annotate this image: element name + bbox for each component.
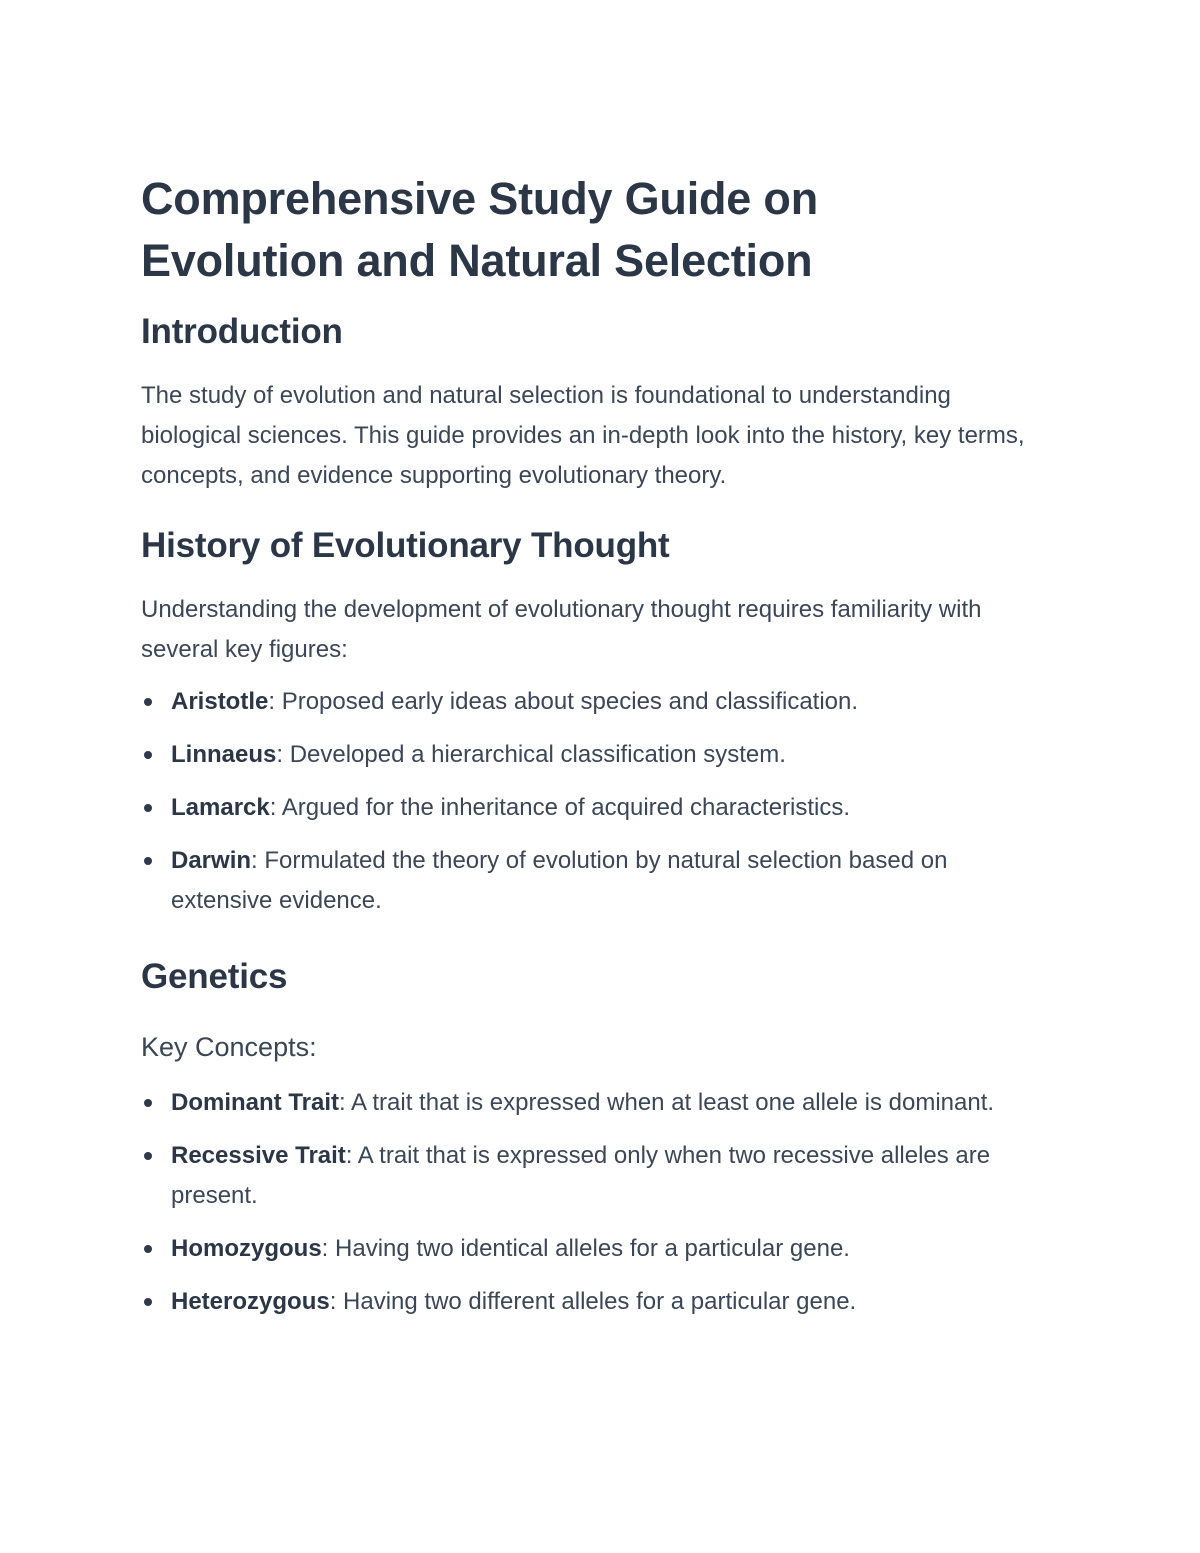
list-item-term: Dominant Trait	[171, 1089, 340, 1116]
document-page	[141, 168, 1041, 1322]
history-paragraph: Understanding the development of evolutionary thought requires familiarity with several key figures:	[141, 596, 982, 663]
list-item-description: : A trait that is expressed only when two recessive alleles are present.	[171, 1142, 991, 1209]
bullet-icon	[144, 751, 152, 759]
section-heading-genetics: Genetics	[141, 957, 288, 996]
introduction-paragraph: The study of evolution and natural selection is foundational to understanding biological sciences. This guide provides an in-depth look into the history, key terms, concepts, and evidence supporting evolutionary theory.	[141, 382, 1025, 489]
bullet-icon	[144, 1245, 152, 1253]
list-item	[141, 1136, 1041, 1216]
title-line-1: Comprehensive Study Guide on	[141, 173, 819, 224]
genetics-concepts-list	[141, 1083, 1041, 1322]
history-figures-list	[141, 682, 1041, 921]
list-item-term: Darwin	[171, 847, 252, 874]
list-item	[141, 788, 1041, 828]
list-item	[141, 1229, 1041, 1269]
bullet-icon	[144, 857, 152, 865]
list-item-term: Aristotle	[171, 688, 269, 715]
list-item-term: Homozygous	[171, 1235, 322, 1262]
bullet-icon	[144, 1298, 152, 1306]
list-item-term: Recessive Trait	[171, 1142, 346, 1169]
list-item-description: : A trait that is expressed when at least one allele is dominant.	[339, 1089, 995, 1116]
bullet-icon	[144, 698, 152, 706]
bullet-icon	[144, 804, 152, 812]
title-line-2: Evolution and Natural Selection	[141, 235, 813, 286]
list-item-description: : Developed a hierarchical classification system.	[276, 741, 786, 768]
list-item	[141, 1282, 1041, 1322]
list-item	[141, 682, 1041, 722]
list-item-term: Heterozygous	[171, 1288, 330, 1315]
bullet-icon	[144, 1152, 152, 1160]
list-item-description: : Formulated the theory of evolution by natural selection based on extensive evidence.	[171, 847, 948, 914]
bullet-icon	[144, 1099, 152, 1107]
list-item-description: : Having two different alleles for a particular gene.	[329, 1288, 857, 1315]
section-heading-history: History of Evolutionary Thought	[141, 526, 670, 565]
list-item	[141, 735, 1041, 775]
section-heading-introduction: Introduction	[141, 312, 343, 351]
subheading-key-concepts: Key Concepts:	[141, 1032, 317, 1062]
list-item-description: : Argued for the inheritance of acquired characteristics.	[269, 794, 851, 821]
list-item	[141, 1083, 1041, 1123]
list-item-description: : Proposed early ideas about species and classification.	[268, 688, 859, 715]
list-item-term: Lamarck	[171, 794, 270, 821]
list-item-description: : Having two identical alleles for a particular gene.	[321, 1235, 850, 1262]
document-title	[141, 168, 1041, 292]
list-item-term: Linnaeus	[171, 741, 277, 768]
list-item	[141, 841, 1041, 921]
